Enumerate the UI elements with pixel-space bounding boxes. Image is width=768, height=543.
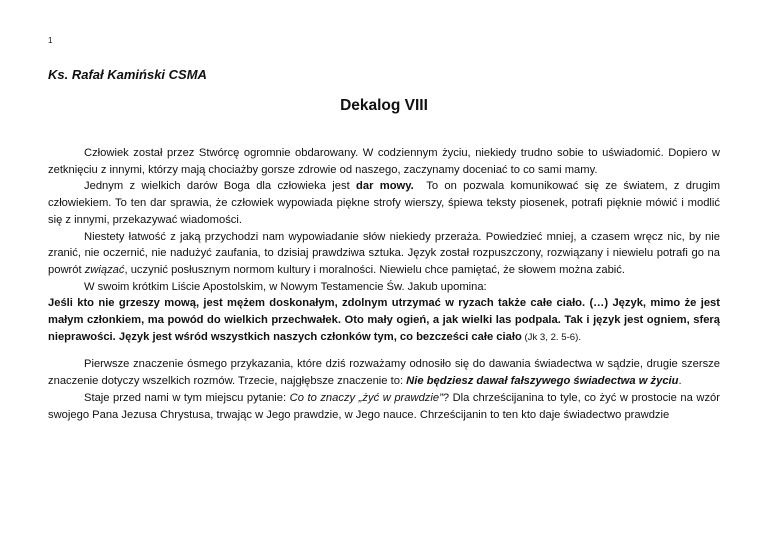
paragraph-1: Człowiek został przez Stwórcę ogromnie obdarowany. W codziennym życiu, niekiedy trudno sobie to uświadomić. Dopiero w zetknięciu z innymi, którzy mają chociażby gorsze zdrowie od naszego, zaczynamy doceniać to co sami mamy. — [48, 147, 720, 176]
paragraph-2-text-end: To on pozwala komunikować się ze światem, z drugim człowiekiem. To ten dar sprawia, że człowiek wypowiada piękne strofy wierszy, śpiewa teksty piosenek, potrafi pięknie mówić i modlić się z innymi, przekazywać wiadomości. — [48, 180, 724, 226]
paragraph-2-text: Jednym z wielkich darów Boga dla człowieka jest — [84, 180, 357, 193]
paragraph-6-text: Pierwsze znaczenie ósmego przykazania, które dziś rozważamy odnosiło się do dawania świadectwa w sądzie, drugie szersze znaczenie dotyczy wszelkich rozmów. Trzecie, najgłębsze znaczenie to: — [48, 358, 720, 388]
document-body — [48, 145, 724, 423]
paragraph-7-text: Staje przed nami w tym miejscu pytanie: — [84, 391, 290, 404]
author-name: Ks. Rafał Kamiński CSMA — [48, 67, 207, 82]
paragraph-7 — [48, 390, 720, 423]
document-title: Dekalog VIII — [340, 97, 428, 114]
paragraph-3 — [48, 229, 720, 279]
scripture-reference: (Jk 3, 2. 5-6). — [521, 331, 581, 343]
paragraph-6-text-end: . — [678, 375, 682, 388]
scripture-quote-text: Jeśli kto nie grzeszy mową, jest mężem doskonałym, zdolnym utrzymać w ryzach także całe ciało. (…) Język, mimo że jest małym członkiem, ma powód do wielkich przechwałek. Oto mały ogień, a jak wielki las podpala. Tak i język jest ogniem, sferą nieprawości. Język jest wśród wszystkich naszych członków tym, co bezcześci całe ciało — [48, 297, 720, 343]
scripture-quote — [48, 295, 720, 346]
paragraph-4: W swoim krótkim Liście Apostolskim, w Nowym Testamencie Św. Jakub upomina: — [84, 280, 487, 293]
paragraph-6 — [48, 356, 720, 389]
paragraph-3-text-end: , uczynić posłusznym normom kultury i moralności. Niewielu chce pamiętać, że słowem można zabić. — [124, 263, 625, 276]
paragraph-6-emphasis: Nie będziesz dawał fałszywego świadectwa w życiu — [406, 375, 679, 388]
paragraph-7-text-end: ? Dla chrześcijanina to tyle, co żyć w prostocie na wzór swojego Pana Jezusa Chrystusa, trwając w Jego prawdzie, w Jego nauce. Chrześcijanin to ten kto daje świadectwo prawdzie — [48, 391, 720, 421]
paragraph-7-italic: Co to znaczy „żyć w prawdzie” — [289, 391, 443, 404]
paragraph-2 — [48, 178, 724, 228]
paragraph-3-text: Niestety łatwość z jaką przychodzi nam wypowiadanie słów niekiedy przeraża. Powiedzieć mniej, a czasem wręcz nic, by nie zranić, nie oczernić, nie nadużyć zaufania, to dzisiaj prawdziwa sztuka. Język został rozpuszczony, rozwiązany i niewielu potrafi go na powrót — [48, 230, 720, 276]
page-number: 1 — [48, 36, 53, 45]
paragraph-2-bold: dar mowy. — [356, 180, 414, 193]
paragraph-3-italic: związać — [84, 263, 125, 276]
